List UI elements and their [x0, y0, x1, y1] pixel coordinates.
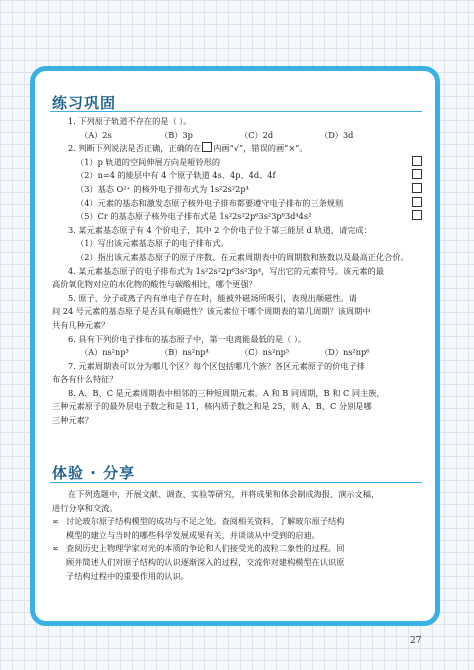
q7-line-1: 7. 元素周期表可以分为哪几个区？每个区包括哪几个族？各区元素原子的价电子排 — [68, 360, 365, 371]
q8-line-3: 三种元素？ — [52, 415, 93, 426]
practice-section-title: 练习巩固 — [52, 94, 117, 112]
q2-item-1: （1）p 轨道的空间伸展方向是哑铃形的 — [76, 156, 221, 167]
title-rule — [50, 482, 422, 483]
title-rule — [50, 111, 422, 112]
q6-option-a[interactable]: （A）ns²np³ — [80, 347, 129, 358]
practice-content — [52, 115, 422, 428]
share-intro-line-1: 在下列选题中，开展文献、调查、实验等研究，并将成果和体会制成海报、演示文稿， — [68, 489, 380, 499]
q5-line-2: 问 24 号元素的基态原子是否具有顺磁性？该元素位于哪个周期表的第几周期？该周期中 — [52, 306, 371, 317]
q1-option-a[interactable]: （A）2s — [80, 129, 112, 140]
answer-checkbox[interactable] — [412, 197, 422, 207]
q1-option-c[interactable]: （C）2d — [240, 129, 274, 140]
q6-option-b[interactable]: （B）ns²np⁴ — [160, 347, 209, 358]
share-content — [52, 488, 422, 583]
q8-line-2: 三种元素原子的最外层电子数之和是 11，核内质子数之和是 25，则 A、B、C 分别是哪 — [52, 401, 372, 412]
q1-option-d[interactable]: （D）3d — [320, 129, 354, 140]
share-item-2-line-2: 顾并简述人们对原子结构的认识逐渐深入的过程，交流你对建构模型在认识原 — [66, 556, 345, 567]
q2-item — [52, 210, 422, 224]
q7-line-2: 布各有什么特征？ — [52, 374, 118, 385]
q2-item — [52, 183, 422, 197]
q8-line-1: 8. A、B、C 是元素周期表中相邻的三种短周期元素。A 和 B 同周期，B 和 C 同主族， — [68, 387, 385, 398]
answer-checkbox[interactable] — [412, 210, 422, 220]
q6-text: 6. 具有下列价电子排布的基态原子中，第一电离能最低的是（ ）。 — [68, 333, 307, 344]
q3-text: 3. 某元素基态原子有 4 个价电子，其中 2 个价电子位于第三能层 d 轨道，请完成： — [68, 224, 372, 235]
share-item-2-line-1: 查阅历史上物理学家对光的本质的争论和人们接受光的波粒二象性的过程。回 — [66, 543, 345, 554]
share-item-1-line-2: 模型的建立与当时的哪些科学发展成果有关，并谈谈从中受到的启迪。 — [66, 529, 320, 540]
q1-options — [52, 129, 422, 143]
q5-line-1: 5. 原子、分子或离子内有单电子存在时，能被外磁场所吸引，表现出顺磁性。请 — [68, 292, 357, 303]
share-item-1-line-1: 讨论玻尔原子结构模型的成功与不足之处。查阅相关资料，了解玻尔原子结构 — [66, 516, 345, 527]
share-item-1 — [52, 515, 422, 542]
q5-line-3: 共有几种元素？ — [52, 319, 110, 330]
q2-item-3: （3）基态 O²⁺ 的核外电子排布式为 1s²2s²2p⁴ — [76, 183, 249, 194]
q2-text — [52, 142, 422, 156]
q4-line-2: 高价氧化物对应的水化物的酸性与碳酸相比，哪个更强？ — [52, 279, 257, 290]
q2-item-2: （2）n=4 的能层中有 4 个原子轨道 4s、4p、4d、4f — [76, 170, 276, 181]
infinity-bullet-icon: ∞ — [52, 544, 59, 554]
infinity-bullet-icon: ∞ — [52, 517, 59, 527]
q1-text: 1. 下列原子轨道不存在的是（ ）。 — [68, 116, 192, 126]
q3-item-1: （1）写出该元素基态原子的电子排布式。 — [76, 238, 229, 249]
q2-item — [52, 197, 422, 211]
q2-text-after: 内画“√”，错误的画“×”。 — [213, 143, 308, 154]
q2-item — [52, 156, 422, 170]
q2-item-5: （5）Cr 的基态原子核外电子排布式是 1s²2s²2p⁶3s²3p⁶3d⁴4s² — [76, 211, 312, 222]
q1-option-b[interactable]: （B）3p — [160, 129, 193, 140]
q2-item — [52, 169, 422, 183]
share-section-title: 体验 · 分享 — [52, 464, 136, 482]
answer-checkbox[interactable] — [412, 156, 422, 166]
q2-item-4: （4）元素的基态和激发态原子核外电子排布都要遵守电子排布的三条规则 — [76, 197, 344, 208]
q6-option-c[interactable]: （C）ns²np⁵ — [240, 347, 290, 358]
q2-text-before: 2. 判断下列说法是否正确，正确的在 — [68, 143, 202, 154]
checkbox-icon — [202, 142, 212, 152]
q6-option-d[interactable]: （D）ns²np⁶ — [320, 347, 370, 358]
share-item-2-line-3: 子结构过程中的重要作用的认识。 — [66, 570, 189, 581]
page-number: 27 — [410, 636, 422, 646]
q3-item-2: （2）指出该元素基态原子的原子序数、在元素周期表中的周期数和族数以及最高正化合价。 — [76, 251, 409, 262]
q6-options — [52, 346, 422, 360]
answer-checkbox[interactable] — [412, 183, 422, 193]
q4-line-1: 4. 某元素基态原子的电子排布式为 1s²2s²2p⁶3s²3p⁴，写出它的元素符号。该元素的最 — [68, 265, 384, 276]
answer-checkbox[interactable] — [412, 169, 422, 179]
share-intro-line-2: 进行分享和交流。 — [52, 502, 118, 513]
share-item-2 — [52, 542, 422, 583]
